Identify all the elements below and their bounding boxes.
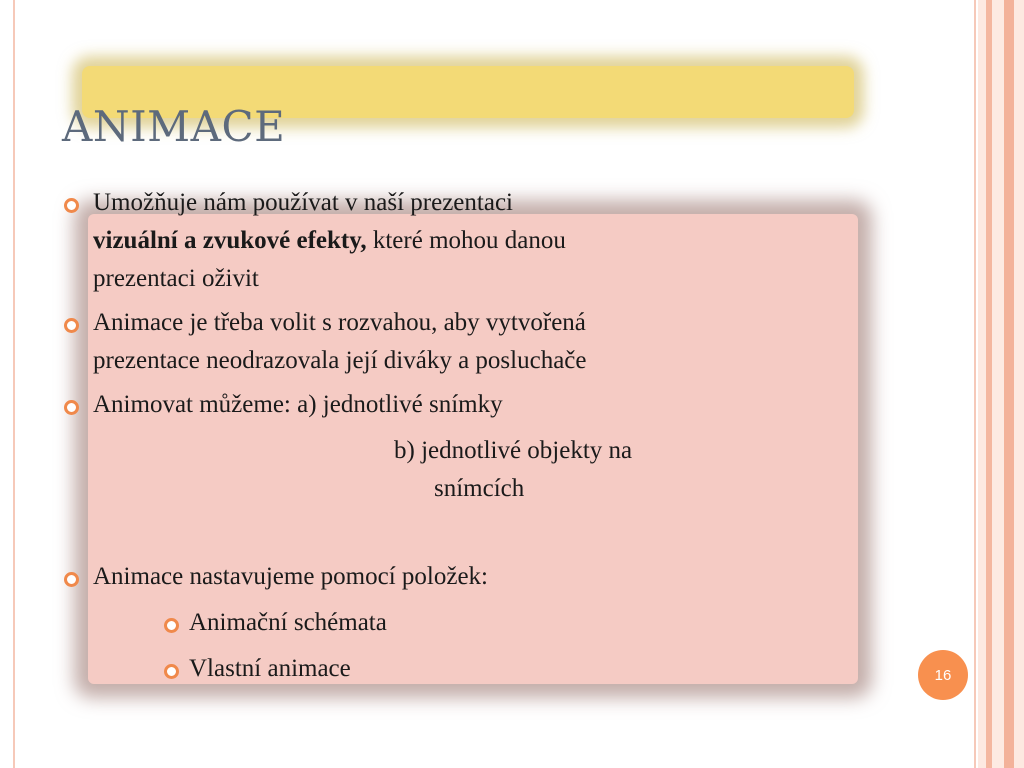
bullet-item-3-line-3: snímcích	[434, 475, 525, 502]
sub-bullet-item-1: Animační schémata	[189, 609, 387, 636]
slide-title: ANIMACE	[62, 102, 286, 151]
sub-bullet-circle-icon	[164, 618, 179, 633]
bullet-item-3-line-1: Animovat můžeme: a) jednotlivé snímky	[93, 391, 503, 418]
bullet-item-1-bold: vizuální a zvukové efekty,	[93, 227, 367, 254]
decorative-stripe	[978, 0, 986, 768]
bullet-item-1-rest: které mohou danou	[366, 227, 566, 254]
bullet-circle-icon	[64, 198, 79, 213]
page-number-badge: 16	[918, 650, 968, 700]
bullet-circle-icon	[64, 572, 79, 587]
bullet-circle-icon	[64, 318, 79, 333]
bullet-item-1-line-2	[93, 224, 566, 258]
decorative-stripe	[1014, 0, 1024, 768]
bullet-item-2-line-1: Animace je třeba volit s rozvahou, aby vytvořená	[93, 309, 586, 336]
decorative-stripe	[992, 0, 1004, 768]
bullet-circle-icon	[64, 400, 79, 415]
sub-bullet-circle-icon	[164, 664, 179, 679]
bullet-item-1-line-3: prezentaci oživit	[93, 265, 259, 292]
bullet-item-3-line-2: b) jednotlivé objekty na	[394, 437, 633, 464]
bullet-item-4: Animace nastavujeme pomocí položek:	[93, 563, 489, 590]
decorative-stripe	[1004, 0, 1014, 768]
bullet-item-2-line-2: prezentace neodrazovala její diváky a posluchače	[93, 347, 587, 374]
sub-bullet-item-2: Vlastní animace	[189, 655, 351, 682]
bullet-item-1-line-1: Umožňuje nám používat v naší prezentaci	[93, 189, 513, 216]
